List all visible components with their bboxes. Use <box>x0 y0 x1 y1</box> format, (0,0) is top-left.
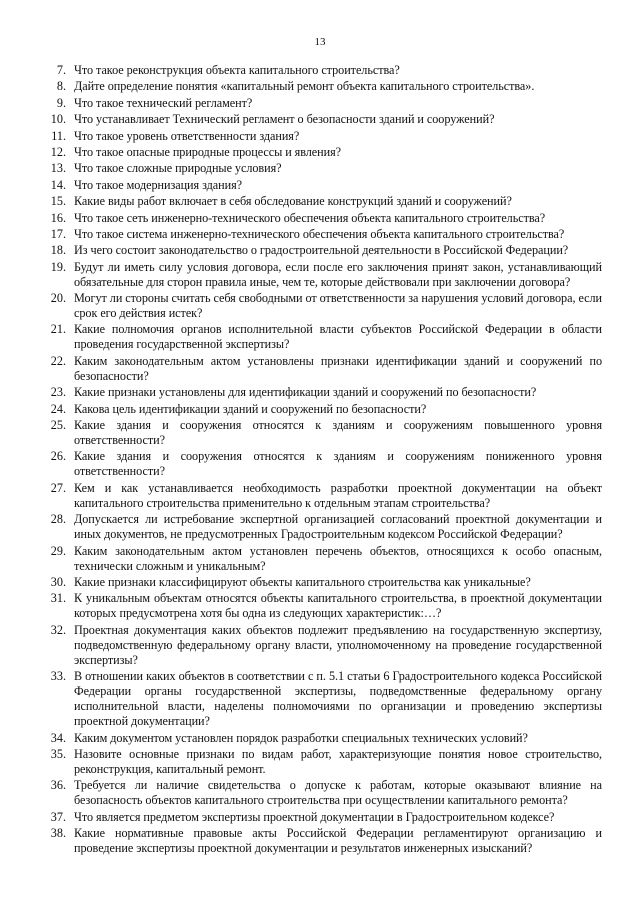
question-number: 12. <box>50 144 66 159</box>
question-number: 28. <box>50 512 66 527</box>
question-text: Каким законодательным актом установлены признаки идентификации зданий и сооружений по безопасности? <box>74 353 602 383</box>
question-text: Дайте определение понятия «капитальный ремонт объекта капитального строительства». <box>74 79 535 94</box>
question-text: Какие виды работ включает в себя обследование конструкций зданий и сооружений? <box>74 194 512 209</box>
question-number: 29. <box>50 543 66 558</box>
question-item <box>40 669 602 729</box>
question-text: Допускается ли истребование экспертной организацией согласований проектной документации и иных документов, не предусмотренных Градостроительным кодексом Российской Федерации? <box>74 512 602 542</box>
question-text: Что такое сеть инженерно-технического обеспечения объекта капитального строительства? <box>74 210 546 225</box>
question-text: Какие полномочия органов исполнительной власти субъектов Российской Федерации в области проведения государственной экспертизы? <box>74 322 602 352</box>
question-number: 17. <box>50 226 66 241</box>
question-item <box>40 826 602 856</box>
question-number: 33. <box>50 669 66 684</box>
question-number: 23. <box>50 385 66 400</box>
question-text: Что такое сложные природные условия? <box>74 161 282 176</box>
question-text: Что является предметом экспертизы проектной документации в Градостроительном кодексе? <box>74 809 555 824</box>
question-item <box>40 402 602 417</box>
question-text: Какие признаки установлены для идентификации зданий и сооружений по безопасности? <box>74 385 537 400</box>
question-number: 36. <box>50 778 66 793</box>
question-number: 25. <box>50 418 66 433</box>
question-text: Что такое система инженерно-технического обеспечения объекта капитального строительства? <box>74 226 565 241</box>
question-text: Какие нормативные правовые акты Российской Федерации регламентируют организацию и проведение экспертизы проектной документации и результатов инженерных изысканий? <box>74 826 602 856</box>
question-item <box>40 129 602 144</box>
question-number: 18. <box>50 243 66 258</box>
question-number: 11. <box>51 128 66 143</box>
question-item <box>40 747 602 777</box>
question-text: Каким законодательным актом установлен перечень объектов, относящихся к особо опасным, технически сложным и уникальным? <box>74 543 602 573</box>
question-item <box>40 731 602 746</box>
question-number: 7. <box>56 63 66 77</box>
question-text: Могут ли стороны считать себя свободными от ответственности за нарушения условий договора, если срок его действия истек? <box>74 291 602 321</box>
question-number: 20. <box>50 291 66 306</box>
question-text: Что такое реконструкция объекта капитального строительства? <box>74 63 400 77</box>
question-text: Каким документом установлен порядок разработки специальных технических условий? <box>74 730 528 745</box>
question-number: 30. <box>50 574 66 589</box>
question-item <box>40 211 602 226</box>
question-text: Кем и как устанавливается необходимость разработки проектной документации на объект капитального строительства применительно к отдельным этапам строительства? <box>74 480 602 510</box>
question-text: Будут ли иметь силу условия договора, если после его заключения принят закон, устанавливающий обязательные для сторон правила иные, чем те, которые действовали при заключении договора? <box>74 259 602 289</box>
question-item <box>40 481 602 511</box>
question-number: 16. <box>50 210 66 225</box>
question-number: 38. <box>50 826 66 841</box>
question-number: 32. <box>50 622 66 637</box>
question-item <box>40 178 602 193</box>
question-item <box>40 385 602 400</box>
question-text: Из чего состоит законодательство о градостроительной деятельности в Российской Федерации? <box>74 243 569 258</box>
question-item <box>40 291 602 321</box>
question-item <box>40 243 602 258</box>
question-number: 19. <box>50 259 66 274</box>
question-number: 24. <box>50 401 66 416</box>
question-text: Что такое опасные природные процессы и явления? <box>74 144 342 159</box>
question-number: 27. <box>50 480 66 495</box>
question-text: Что такое уровень ответственности здания? <box>74 128 300 143</box>
question-number: 21. <box>50 322 66 337</box>
question-item <box>40 354 602 384</box>
question-text: Что устанавливает Технический регламент о безопасности зданий и сооружений? <box>74 112 495 127</box>
question-item <box>40 322 602 352</box>
question-text: Проектная документация каких объектов подлежит предъявлению на государственную экспертизу, подведомственную федеральному органу власти, уполномоченному на проведение государственной экспертизы? <box>74 622 602 667</box>
question-text: Что такое модернизация здания? <box>74 177 242 192</box>
question-item <box>40 544 602 574</box>
question-item <box>40 449 602 479</box>
question-item <box>40 145 602 160</box>
question-number: 8. <box>56 79 66 94</box>
question-item <box>40 418 602 448</box>
question-item <box>40 112 602 127</box>
question-number: 37. <box>50 809 66 824</box>
question-number: 15. <box>50 194 66 209</box>
question-number: 31. <box>50 591 66 606</box>
question-item <box>40 512 602 542</box>
question-item <box>40 96 602 111</box>
question-number: 10. <box>50 112 66 127</box>
question-item <box>40 63 602 78</box>
question-item <box>40 591 602 621</box>
question-text: В отношении каких объектов в соответствии с п. 5.1 статьи 6 Градостроительного кодекса Российской Федерации органы государственной экспертизы, подведомственные федеральному органу исполнительной власти, наделены полномочиями по организации и проведению экспертизы проектной документации? <box>74 669 602 729</box>
question-text: Какие здания и сооружения относятся к зданиям и сооружениям повышенного уровня ответственности? <box>74 418 602 448</box>
question-number: 14. <box>50 177 66 192</box>
question-text: Требуется ли наличие свидетельства о допуске к работам, которые оказывают влияние на безопасность объектов капитального строительства при осуществлении капитального ремонта? <box>74 778 602 808</box>
question-item <box>40 810 602 825</box>
question-number: 22. <box>50 353 66 368</box>
question-item <box>40 778 602 808</box>
question-text: Назовите основные признаки по видам работ, характеризующие понятия новое строительство, реконструкция, капитальный ремонт. <box>74 746 602 776</box>
question-number: 9. <box>56 95 66 110</box>
question-item <box>40 227 602 242</box>
question-text: Какие здания и сооружения относятся к зданиям и сооружениям пониженного уровня ответственности? <box>74 449 602 479</box>
page-number: 13 <box>314 36 326 48</box>
question-number: 34. <box>50 730 66 745</box>
question-text: Что такое технический регламент? <box>74 95 253 110</box>
question-item <box>40 194 602 209</box>
question-text: Какие признаки классифицируют объекты капитального строительства как уникальные? <box>74 574 531 589</box>
question-number: 35. <box>50 746 66 761</box>
question-number: 13. <box>50 161 66 176</box>
question-item <box>40 575 602 590</box>
question-text: К уникальным объектам относятся объекты капитального строительства, в проектной документации которых предусмотрена хотя бы одна из следующих характеристик:…? <box>74 591 602 621</box>
question-item <box>40 79 602 94</box>
question-item <box>40 161 602 176</box>
question-text: Какова цель идентификации зданий и сооружений по безопасности? <box>74 401 427 416</box>
question-list <box>40 63 602 858</box>
question-number: 26. <box>50 449 66 464</box>
question-item <box>40 623 602 668</box>
question-item <box>40 260 602 290</box>
